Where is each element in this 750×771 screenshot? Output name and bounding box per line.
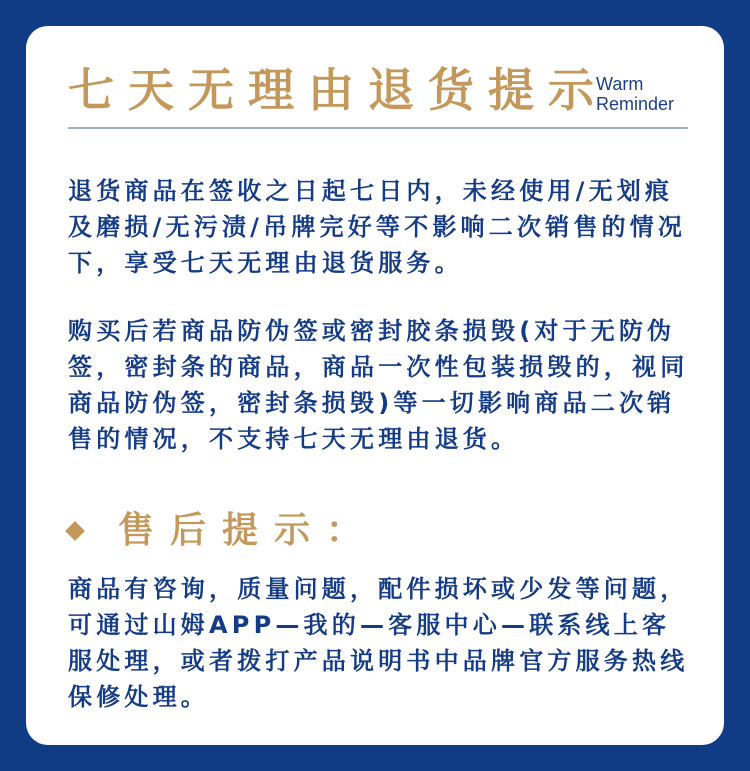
header [68, 56, 688, 128]
page-title: 七天无理由退货提示 [68, 63, 608, 117]
anti-counterfeit-paragraph: 购买后若商品防伪签或密封胶条损毁(对于无防伪签，密封条的商品，商品一次性包装损毁的，视同商品防伪签，密封条损毁)等一切影响商品二次销售的情况，不支持七天无理由退货。 [68, 317, 689, 453]
warm-reminder-line2: Reminder [596, 94, 675, 114]
header-divider [68, 127, 688, 129]
diamond-bullet-icon [65, 521, 85, 541]
after-sales-title: 售后提示： [118, 509, 379, 551]
warm-reminder-line1: Warm [596, 74, 644, 94]
warm-reminder-label [596, 74, 674, 114]
after-sales-paragraph: 商品有咨询，质量问题，配件损坏或少发等问题，可通过山姆APP—我的—客服中心—联系线上客服处理，或者拨打产品说明书中品牌官方服务热线保修处理。 [68, 575, 689, 711]
reminder-card [26, 26, 724, 745]
return-policy-paragraph: 退货商品在签收之日起七日内，未经使用/无划痕及磨损/无污渍/吊牌完好等不影响二次销售的情况下，享受七天无理由退货服务。 [68, 177, 687, 277]
